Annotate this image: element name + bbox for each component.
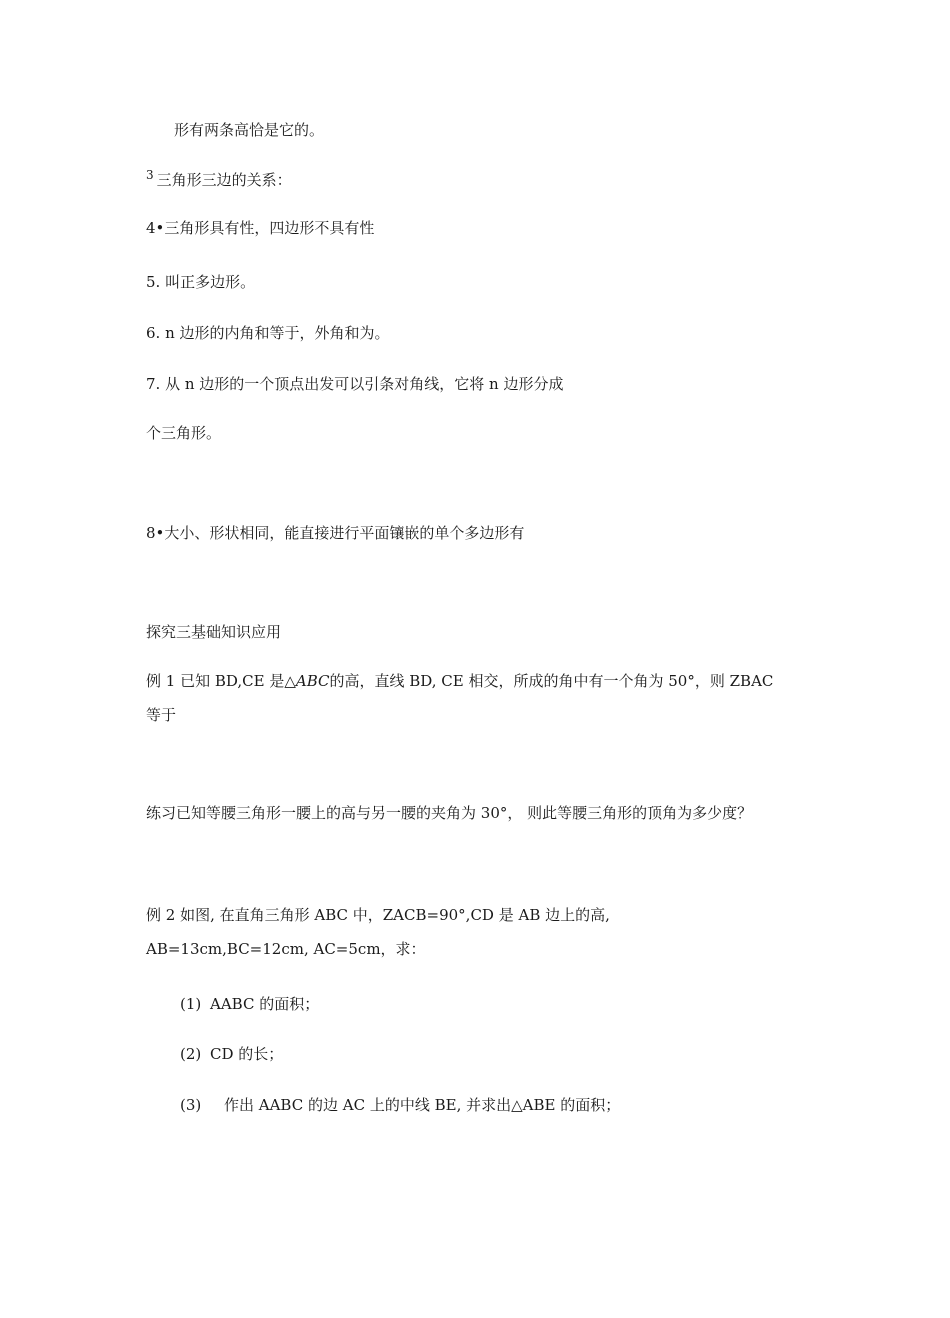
question-1: [180, 994, 319, 1014]
text-line-7: 个三角形。: [146, 424, 222, 442]
question-2-text: CD 的长；: [210, 1045, 284, 1063]
superscript-number: 3: [146, 168, 154, 182]
text-line-8: 8•大小、形状相同，能直接进行平面镶嵌的单个多边形有: [146, 524, 525, 542]
practice-line: 练习已知等腰三角形一腰上的高与另一腰的夹角为 30°， 则此等腰三角形的顶角为多少度？: [146, 804, 753, 822]
question-2-number: (2): [180, 1045, 202, 1063]
question-3-text: 作出 AABC 的边 AC 上的中线 BE, 并求出△ABE 的面积；: [224, 1096, 621, 1114]
example-2-given: AB=13cm,BC=12cm, AC=5cm，求：: [146, 940, 426, 958]
text-line-4: 5. 叫正多边形。: [146, 273, 256, 291]
triangle-abc-symbol: △ABC: [284, 672, 330, 690]
question-1-text: AABC 的面积；: [210, 995, 320, 1013]
example-1-continuation: 等于: [146, 706, 177, 724]
question-1-number: (1): [180, 995, 202, 1013]
example-2-line: 例 2 如图, 在直角三角形 ABC 中，ZACB=90°,CD 是 AB 边上的高,: [146, 906, 610, 924]
example-1-part-a: 例 1 已知 BD,CE 是: [146, 672, 285, 690]
text-line-1: 形有两条高恰是它的。: [174, 121, 325, 139]
example-1-part-c: 的高，直线 BD, CE 相交，所成的角中有一个角为 50°，则 ZBAC: [329, 672, 774, 690]
text-line-5: 6. n 边形的内角和等于，外角和为。: [146, 324, 390, 342]
text-line-6: 7. 从 n 边形的一个顶点出发可以引条对角线，它将 n 边形分成: [146, 375, 564, 393]
question-2: [180, 1044, 283, 1064]
text-line-2: [146, 170, 292, 191]
section-heading: 探究三基础知识应用: [146, 623, 282, 641]
text-line-2-content: 三角形三边的关系：: [156, 171, 292, 189]
text-line-3: 4•三角形具有性，四边形不具有性: [146, 219, 375, 237]
question-3: [180, 1095, 620, 1115]
example-1-line: [146, 671, 773, 691]
question-3-number: (3): [180, 1096, 202, 1114]
